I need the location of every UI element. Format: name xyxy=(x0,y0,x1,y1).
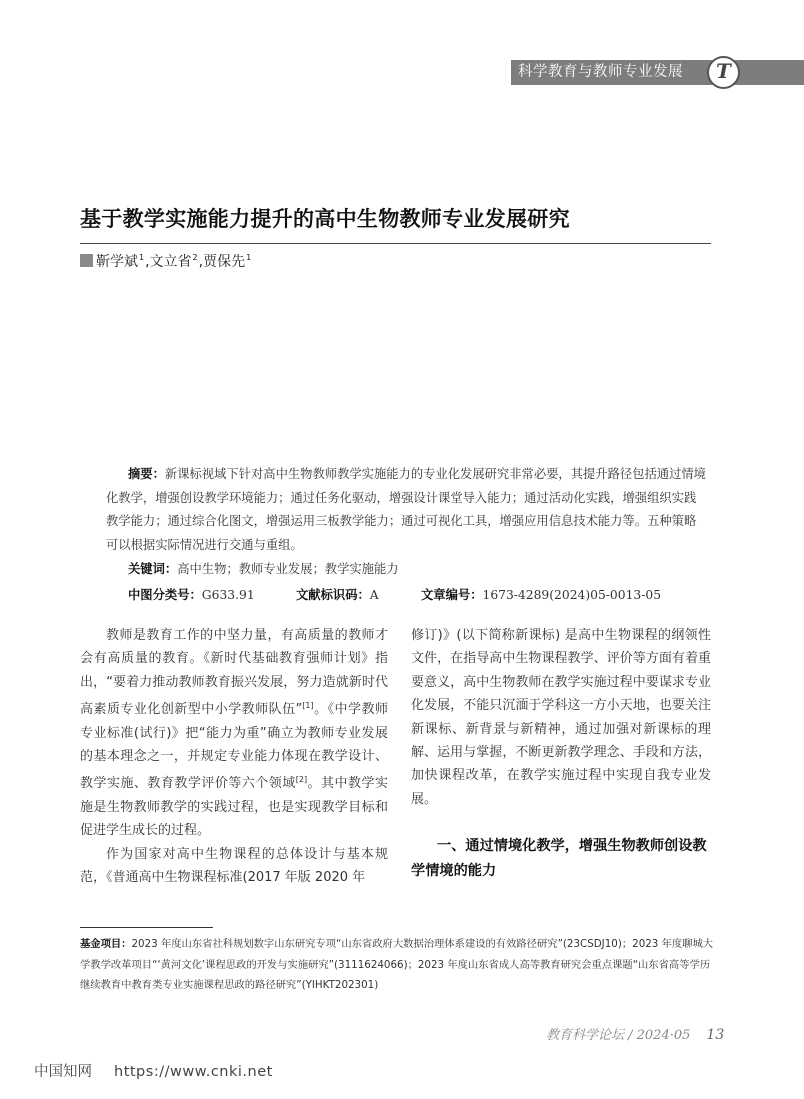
citation-ref[interactable]: [1] xyxy=(302,701,314,711)
keywords-text: 高中生物；教师专业发展；教学实施能力 xyxy=(177,562,399,576)
keywords xyxy=(128,558,399,581)
keywords-label: 关键词： xyxy=(128,562,178,576)
footnote-text: 2023 年度山东省社科规划数字山东研究专项“山东省政府大数据治理体系建设的有效路径研究”(23CSDJ10)；2023 年度聊城大学教学改革项目“‘黄河文化’课程思政的开发与实施研究”(3111624066)；2023 年度山东省成人高等教育研究会重点课题“山东省高等学历继续教育中教育类专业实施课程思政的路径研究”(YIHKT202301) xyxy=(80,938,714,991)
page-folio xyxy=(546,1024,724,1043)
cnki-brand: 中国知网 xyxy=(34,1064,92,1080)
body-column-left xyxy=(80,624,388,889)
author-3-affil: 1 xyxy=(246,253,252,262)
section-heading: 一、通过情境化教学，增强生物教师创设教学情境的能力 xyxy=(411,838,707,879)
citation-ref[interactable]: [2] xyxy=(295,775,308,785)
author-1-affil: 1 xyxy=(139,253,145,262)
journal-name: 教育科学论坛 / 2024·05 xyxy=(546,1028,691,1043)
abstract-label: 摘要： xyxy=(128,467,165,481)
article-number: 文章编号：1673-4289(2024)05-0013-05 xyxy=(421,588,662,602)
cnki-watermark xyxy=(34,1060,273,1081)
title-rule xyxy=(80,243,711,244)
abstract xyxy=(106,463,706,557)
body-column-right xyxy=(411,624,711,811)
article-title: 基于教学实施能力提升的高中生物教师专业发展研究 xyxy=(80,207,570,231)
doc-code: 文献标识码：A xyxy=(296,588,379,602)
paragraph: 教师是教育工作的中坚力量，有高质量的教师才会有高质量的教育。《新时代基础教育强师计划》指出，“要着力推动教师教育振兴发展，努力造就新时代高素质专业化创新型中小学教师队伍”[1]。《中学教师专业标准(试行)》把“能力为重”确立为教师专业发展的基本理念之一，并规定专业能力体现在教学设计、教学实施、教育教学评价等六个领域[2]。其中教学实施是生物教师教学的实践过程，也是实现教学目标和促进学生成长的过程。 xyxy=(80,628,388,839)
clc-number: 中图分类号：G633.91 xyxy=(128,588,255,602)
journal-logo-icon: T xyxy=(707,56,740,89)
author-2-affil: 2 xyxy=(192,253,198,262)
author-line: 靳学斌$^1$,文立省$^2$,贾保先$^1$ xyxy=(80,251,252,271)
page-number: 13 xyxy=(706,1027,725,1043)
square-bullet-icon xyxy=(80,254,93,267)
section-header-label: 科学教育与教师专业发展 xyxy=(518,64,683,80)
author-2: 文立省 xyxy=(149,254,192,270)
abstract-text: 新课标视域下针对高中生物教师教学实施能力的专业化发展研究非常必要，其提升路径包括通过情境化教学，增强创设教学环境能力；通过任务化驱动，增强设计课堂导入能力；通过活动化实践，增强组织实践教学能力；通过综合化图文，增强运用三板教学能力；通过可视化工具，增强应用信息技术能力等。五种策略可以根据实际情况进行交通与重组。 xyxy=(106,467,706,552)
cnki-url[interactable]: https://www.cnki.net xyxy=(114,1064,273,1080)
funding-footnote xyxy=(80,934,720,996)
paragraph: 作为国家对高中生物课程的总体设计与基本规范，《普通高中生物课程标准(2017 年版 2020 年 xyxy=(80,846,388,886)
paragraph: 修订)》(以下简称新课标) 是高中生物课程的纲领性文件，在指导高中生物课程教学、评价等方面有着重要意义，高中生物教师在教学实施过程中要谋求专业化发展，不能只沉湎于学科这一方小天地，也要关注新课标、新背景与新精神，通过加强对新课标的理解、运用与掌握，不断更新教学理念、手段和方法，加快课程改革，在教学实施过程中实现自我专业发展。 xyxy=(411,628,711,807)
author-3: 贾保先 xyxy=(203,254,246,270)
author-1: 靳学斌 xyxy=(96,254,138,270)
footnote-label: 基金项目： xyxy=(80,938,132,950)
footnote-rule xyxy=(80,927,213,928)
